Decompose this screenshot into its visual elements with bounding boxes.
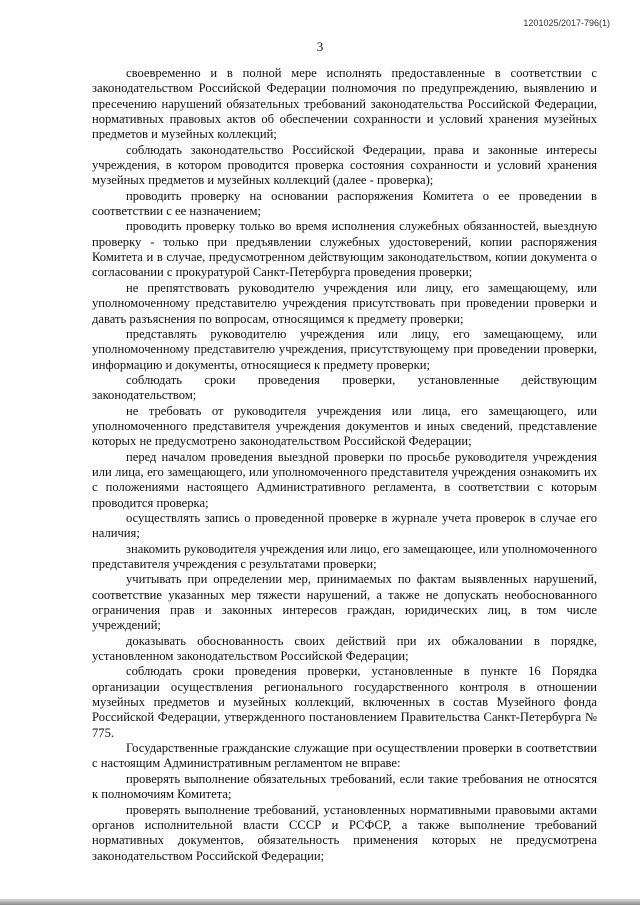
page-number: 3 (316, 39, 324, 54)
paragraph: проверять выполнение обязательных требований, если такие требования не относятся к полномочиям Комитета; (92, 771, 597, 802)
paragraph: своевременно и в полной мере исполнять предоставленные в соответствии с законодательством Российской Федерации полномочия по предупреждению, выявлению и пресечению нарушений обязательных требований законодательства Российской Федерации, нормативных правовых актов об обеспечении сохранности и условий хранения музейных предметов и музейных коллекций; (92, 66, 597, 142)
scan-edge (0, 899, 640, 905)
document-body (92, 66, 597, 864)
paragraph: проводить проверку только во время исполнения служебных обязанностей, выездную проверку - только при предъявлении служебных удостоверений, копии распоряжения Комитета и в случае, предусмотренном действующим законодательством, копии документа о согласовании с прокуратурой Санкт-Петербурга проведения проверки; (92, 219, 597, 280)
paragraph: осуществлять запись о проведенной проверке в журнале учета проверок в случае его наличия; (92, 510, 597, 541)
paragraph: представлять руководителю учреждения или лицу, его замещающему, или уполномоченному представителю учреждения, присутствующему при проведении проверки, информацию и документы, относящиеся к предмету проверки; (92, 326, 597, 372)
paragraph: проводить проверку на основании распоряжения Комитета о ее проведении в соответствии с ее назначением; (92, 188, 597, 219)
paragraph: учитывать при определении мер, принимаемых по фактам выявленных нарушений, соответствие указанных мер тяжести нарушений, а также не допускать необоснованного ограничения прав и законных интересов граждан, юридических лиц, в том числе учреждений; (92, 572, 597, 633)
paragraph: не требовать от руководителя учреждения или лица, его замещающего, или уполномоченного представителя учреждения документов и иных сведений, представление которых не предусмотрено законодательством Российской Федерации; (92, 403, 597, 449)
paragraph: перед началом проведения выездной проверки по просьбе руководителя учреждения или лица, его замещающего, или уполномоченного представителя учреждения ознакомить их с положениями настоящего Административного регламента, в соответствии с которым проводится проверка; (92, 449, 597, 510)
paragraph: доказывать обоснованность своих действий при их обжаловании в порядке, установленном законодательством Российской Федерации; (92, 633, 597, 664)
document-id: 1201025/2017-796(1) (523, 18, 610, 28)
paragraph: знакомить руководителя учреждения или лицо, его замещающее, или уполномоченного представителя учреждения с результатами проверки; (92, 541, 597, 571)
paragraph: не препятствовать руководителю учреждения или лицу, его замещающему, или уполномоченному представителю учреждения присутствовать при проведении проверки и давать разъяснения по вопросам, относящимся к предмету проверки; (92, 280, 597, 326)
paragraph: Государственные гражданские служащие при осуществлении проверки в соответствии с настоящим Административным регламентом не вправе: (92, 741, 597, 771)
paragraph: соблюдать сроки проведения проверки, установленные действующим законодательством; (92, 372, 597, 403)
paragraph: соблюдать сроки проведения проверки, установленные в пункте 16 Порядка организации осуществления регионального государственного контроля в отношении музейных предметов и музейных коллекций, включенных в состав Музейного фонда Российской Федерации, утвержденного постановлением Правительства Санкт-Петербурга № 775. (92, 664, 597, 740)
paragraph: проверять выполнение требований, установленных нормативными правовыми актами органов исполнительной власти СССР и РСФСР, а также выполнение требований нормативных документов, обязательность применения которых не предусмотрена законодательством Российской Федерации; (92, 802, 597, 863)
paragraph: соблюдать законодательство Российской Федерации, права и законные интересы учреждения, в котором проводится проверка состояния сохранности и условий хранения музейных предметов и музейных коллекций (далее - проверка); (92, 142, 597, 188)
